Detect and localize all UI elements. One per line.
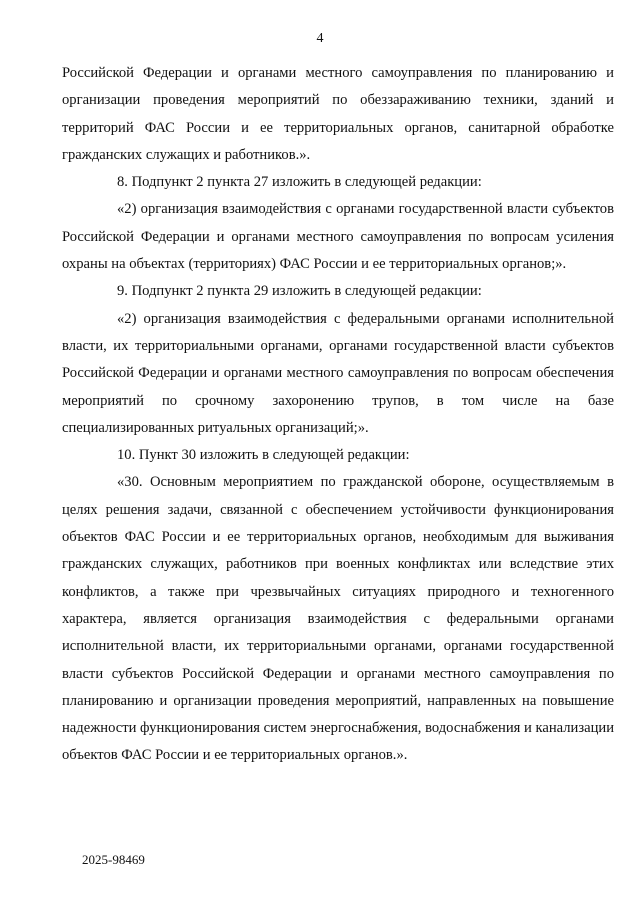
paragraph-continuation: Российской Федерации и органами местного самоуправления по планированию и организации проведения мероприятий по обеззараживанию техники, зданий и территорий ФАС России и ее территориальных органов, санитарной обработке гражданских служащих и работников.».: [62, 65, 614, 163]
paragraph-item-8-text: «2) организация взаимодействия с органами государственной власти субъектов Российской Федерации и органами местного самоуправления по вопросам усиления охраны на объектах (территориях) ФАС России и ее территориальных органов;».: [62, 201, 614, 273]
page-number: 4: [316, 31, 324, 46]
document-body: [62, 60, 614, 770]
document-id: 2025-98469: [82, 852, 145, 867]
paragraph-item-8-heading: 8. Подпункт 2 пункта 27 изложить в следующей редакции:: [117, 174, 482, 191]
paragraph-item-10-text: «30. Основным мероприятием по гражданской обороне, осуществляемым в целях решения задачи, связанной с обеспечением устойчивости функционирования объектов ФАС России и ее территориальных органов, необходимым для выживания гражданских служащих, работников при военных конфликтах или вследствие этих конфликтов, а также при чрезвычайных ситуациях природного и техногенного характера, является организация взаимодействия с федеральными органами исполнительной власти, их территориальными органами, органами государственной власти субъектов Российской Федерации и органами местного самоуправления по планированию и организации проведения мероприятий, направленных на повышение надежности функционирования систем энергоснабжения, водоснабжения и канализации объектов ФАС России и ее территориальных органов.».: [62, 474, 615, 764]
paragraph-item-10-heading: 10. Пункт 30 изложить в следующей редакции:: [117, 447, 410, 464]
paragraph-item-9-text: «2) организация взаимодействия с федеральными органами исполнительной власти, их территориальными органами, органами государственной власти субъектов Российской Федерации и органами местного самоуправления по вопросам обеспечения мероприятий по срочному захоронению трупов, в том числе на базе специализированных ритуальных организаций;».: [62, 310, 614, 436]
paragraph-item-9-heading: 9. Подпункт 2 пункта 29 изложить в следующей редакции:: [117, 283, 482, 300]
